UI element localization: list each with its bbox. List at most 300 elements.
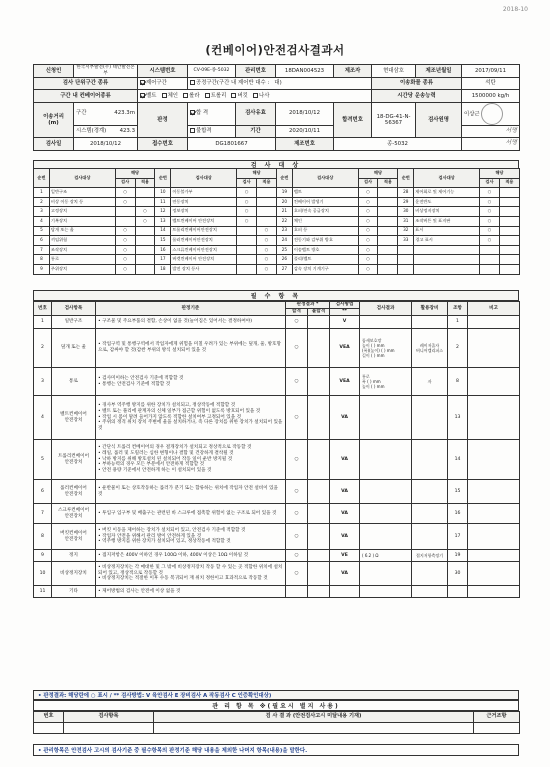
- target-name: [414, 264, 480, 274]
- item-pass[interactable]: ○: [286, 480, 308, 504]
- item-pass[interactable]: ○: [286, 316, 308, 329]
- target-no: 7: [34, 245, 50, 255]
- target-name: 끼임위험: [49, 236, 115, 246]
- item-equip: [412, 562, 448, 586]
- checkbox-chain-icon[interactable]: [162, 93, 167, 98]
- item-detail[interactable]: [360, 562, 412, 586]
- target-check[interactable]: ○: [480, 207, 500, 217]
- target-no: 23: [276, 226, 292, 236]
- checkbox-trolley-icon[interactable]: [205, 93, 210, 98]
- items-col-clause: 조항: [448, 302, 468, 316]
- target-apply[interactable]: [135, 236, 155, 246]
- items-col-fail: 불합격: [308, 309, 330, 316]
- material-value: 석탄: [462, 77, 520, 90]
- inspector-value: 이상근: [464, 111, 480, 117]
- target-apply[interactable]: [257, 207, 277, 217]
- target-no: 21: [276, 207, 292, 217]
- item-detail[interactable]: 통로 폭 ( ) mm 높이 ( ) mm: [360, 368, 412, 396]
- item-equip: 접지저항측정기: [412, 550, 448, 562]
- items-row: [34, 586, 520, 598]
- item-pass[interactable]: ○: [286, 562, 308, 586]
- item-note[interactable]: [468, 504, 520, 524]
- target-apply[interactable]: [378, 236, 398, 246]
- target-apply[interactable]: ○: [257, 255, 277, 265]
- target-check[interactable]: ○: [237, 188, 257, 198]
- target-check[interactable]: [237, 264, 257, 274]
- target-check[interactable]: ○: [358, 264, 378, 274]
- valid-to: 2020/10/11: [276, 125, 334, 138]
- target-apply[interactable]: [257, 197, 277, 207]
- item-no: 2: [34, 329, 52, 368]
- target-check[interactable]: ○: [115, 264, 135, 274]
- target-no: 33: [398, 236, 414, 246]
- conv-opt-trolley: 트롤리: [210, 92, 227, 99]
- applicant-value: 한국서부발전(주) 태안발전본부: [74, 65, 138, 78]
- section-label: 구간: [76, 110, 87, 117]
- item-note[interactable]: [468, 440, 520, 480]
- target-check[interactable]: [480, 245, 500, 255]
- item-no: 3: [34, 368, 52, 396]
- checkbox-roller-icon[interactable]: [183, 93, 188, 98]
- made-date-value: 2017/09/11: [462, 65, 520, 78]
- inspector-stamp-icon: [481, 103, 503, 125]
- target-name: 주위장치: [49, 264, 115, 274]
- target-name: 이송벨트 방호: [292, 245, 358, 255]
- target-check[interactable]: ○: [480, 236, 500, 246]
- mgmt-empty-no[interactable]: [34, 723, 64, 734]
- conveyor-type-label: 구간 내 컨베이어종류: [34, 90, 138, 103]
- target-no: 6: [34, 236, 50, 246]
- item-fail[interactable]: [308, 586, 330, 598]
- serial-stamp: 2018-10: [502, 6, 528, 13]
- target-no: 26: [276, 255, 292, 265]
- item-no: 7: [34, 504, 52, 524]
- item-note[interactable]: [468, 329, 520, 368]
- target-check[interactable]: ○: [480, 226, 500, 236]
- fail-label: 불합격: [196, 128, 212, 135]
- target-apply[interactable]: [135, 226, 155, 236]
- target-apply[interactable]: [378, 255, 398, 265]
- inspector-value-cell: [462, 102, 520, 125]
- item-pass[interactable]: ○: [286, 368, 308, 396]
- item-detail[interactable]: [360, 396, 412, 440]
- target-apply[interactable]: [378, 264, 398, 274]
- targets-col-item: 검사대상: [171, 169, 237, 188]
- item-detail[interactable]: [360, 440, 412, 480]
- targets-col-no: 순번: [155, 169, 171, 188]
- mgmt-empty-item[interactable]: [64, 723, 154, 734]
- page-title: (컨베이어)안전검사결과서: [205, 43, 345, 57]
- target-no: 9: [34, 264, 50, 274]
- item-equip: 레이저줄자 버니어캘리퍼스: [412, 329, 448, 368]
- target-no: 11: [155, 197, 171, 207]
- item-note[interactable]: [468, 586, 520, 598]
- item-detail[interactable]: [360, 586, 412, 598]
- target-check[interactable]: [115, 216, 135, 226]
- item-name: 버킷컨베이어 안전장치: [52, 524, 96, 550]
- item-pass[interactable]: ○: [286, 524, 308, 550]
- targets-col-yes: 검사: [237, 178, 257, 188]
- item-method: VA: [330, 480, 360, 504]
- material-label: 이송화물 종류: [372, 77, 462, 90]
- target-apply[interactable]: [499, 236, 519, 246]
- mfg-no-label: 제조번호: [276, 138, 334, 151]
- target-apply[interactable]: [378, 207, 398, 217]
- target-no: 10: [155, 188, 171, 198]
- target-apply[interactable]: [499, 264, 519, 274]
- item-note[interactable]: [468, 396, 520, 440]
- fail-option[interactable]: [188, 125, 236, 138]
- insp-date-value: 2018/10/12: [74, 138, 138, 151]
- target-no: 22: [276, 216, 292, 226]
- target-check[interactable]: ○: [358, 255, 378, 265]
- target-check[interactable]: ○: [358, 245, 378, 255]
- header-table: [33, 64, 520, 151]
- target-no: 20: [276, 197, 292, 207]
- items-row: [34, 550, 520, 562]
- receipt-no-value: DG1801667: [188, 138, 276, 151]
- target-apply[interactable]: [257, 216, 277, 226]
- target-check[interactable]: ○: [115, 188, 135, 198]
- target-name: 비상 이동 장치 등: [49, 197, 115, 207]
- target-no: 17: [155, 255, 171, 265]
- item-method: VEA: [330, 329, 360, 368]
- item-no: 4: [34, 396, 52, 440]
- item-detail[interactable]: [360, 480, 412, 504]
- target-name: 조작장치: [49, 245, 115, 255]
- item-name: 기타: [52, 586, 96, 598]
- targets-row: [34, 264, 520, 274]
- target-check[interactable]: ○: [237, 197, 257, 207]
- targets-col-item: 검사대상: [49, 169, 115, 188]
- item-method: VA: [330, 524, 360, 550]
- item-criteria: • 운반물이 또는 상호작동하는 롤러가 분기 또는 합류하는 위치에 작업자 안전 설비이 있을 것: [96, 480, 286, 504]
- targets-col-apply: 해당: [237, 169, 277, 179]
- checkbox-belt-icon[interactable]: [140, 93, 145, 98]
- mgmt-col-result: 검 사 결 과 (안전검사고시 미달내용 기재): [154, 712, 474, 723]
- target-apply[interactable]: ○: [135, 216, 155, 226]
- target-check[interactable]: ○: [358, 236, 378, 246]
- maker-label: 제조자: [334, 65, 372, 78]
- item-fail[interactable]: [308, 316, 330, 329]
- target-check[interactable]: ○: [115, 255, 135, 265]
- targets-col-item: 검사대상: [414, 169, 480, 188]
- items-col-method-sub: **: [330, 309, 360, 316]
- targets-col-ok: 적용: [499, 178, 519, 188]
- targets-row: [34, 197, 520, 207]
- items-row: [34, 562, 520, 586]
- item-pass[interactable]: ○: [286, 440, 308, 480]
- item-note[interactable]: [468, 368, 520, 396]
- item-clause: 13: [448, 396, 468, 440]
- item-equip: 자: [412, 368, 448, 396]
- item-pass[interactable]: ○: [286, 396, 308, 440]
- conveyor-type-options: [138, 90, 372, 103]
- item-fail[interactable]: [308, 550, 330, 562]
- items-col-pass: 합격: [286, 309, 308, 316]
- item-no: 9: [34, 550, 52, 562]
- target-apply[interactable]: [378, 245, 398, 255]
- target-apply[interactable]: [499, 226, 519, 236]
- item-pass[interactable]: [286, 586, 308, 598]
- mgmt-col-no: 번호: [34, 712, 64, 723]
- target-no: 4: [34, 216, 50, 226]
- target-apply[interactable]: ○: [135, 207, 155, 217]
- target-name: 벨트: [292, 188, 358, 198]
- items-row: [34, 504, 520, 524]
- item-detail[interactable]: 틈새보호망 높이 ( ) mm (폭)(높이) ( ) mm 길이 ( ) mm: [360, 329, 412, 368]
- item-fail[interactable]: [308, 440, 330, 480]
- targets-row: [34, 226, 520, 236]
- target-apply[interactable]: [135, 255, 155, 265]
- items-col-detail: 검사결과: [360, 302, 412, 316]
- target-check[interactable]: [237, 236, 257, 246]
- target-apply[interactable]: [135, 197, 155, 207]
- target-check[interactable]: ○: [358, 216, 378, 226]
- target-check[interactable]: [480, 264, 500, 274]
- item-clause: 19: [448, 550, 468, 562]
- target-check[interactable]: [480, 255, 500, 265]
- facility-length: [74, 125, 138, 138]
- target-no: 18: [155, 264, 171, 274]
- target-check[interactable]: ○: [358, 188, 378, 198]
- target-check[interactable]: ○: [115, 245, 135, 255]
- item-pass[interactable]: ○: [286, 550, 308, 562]
- targets-row: [34, 188, 520, 198]
- section-length: [74, 102, 138, 125]
- item-fail[interactable]: [308, 504, 330, 524]
- target-name: 이동불가부: [171, 188, 237, 198]
- item-detail[interactable]: [360, 316, 412, 329]
- insp-date-label: 검사일: [34, 138, 74, 151]
- applicant-label: 신청인: [34, 65, 74, 78]
- pass-option[interactable]: [188, 102, 236, 125]
- item-equip: [412, 524, 448, 550]
- conv-opt-belt: 벨트: [146, 92, 157, 99]
- facility-value: 423.3: [119, 128, 135, 135]
- mgmt-col-clause: 근거조항: [474, 712, 520, 723]
- mgmt-no-value: 18DAN004523: [276, 65, 334, 78]
- targets-col-yes: 검사: [480, 178, 500, 188]
- item-fail[interactable]: [308, 524, 330, 550]
- targets-row: [34, 245, 520, 255]
- targets-col-item: 검사대상: [292, 169, 358, 188]
- target-check[interactable]: [115, 207, 135, 217]
- target-apply[interactable]: [499, 207, 519, 217]
- target-apply[interactable]: [499, 255, 519, 265]
- item-pass[interactable]: ○: [286, 504, 308, 524]
- target-no: 31: [398, 216, 414, 226]
- target-check[interactable]: ○: [480, 197, 500, 207]
- target-no: 24: [276, 236, 292, 246]
- items-col-item: 검사항목: [52, 302, 96, 316]
- target-name: 트롤리컨베이어안전장치: [171, 226, 237, 236]
- item-name: 벨트컨베이어 안전장치: [52, 396, 96, 440]
- model-label: 시스템번호: [138, 65, 188, 78]
- item-fail[interactable]: [308, 329, 330, 368]
- checkbox-pass-icon[interactable]: [190, 110, 195, 115]
- checkbox-bucket-icon[interactable]: [231, 93, 236, 98]
- item-fail[interactable]: [308, 396, 330, 440]
- item-name: 일반구조: [52, 316, 96, 329]
- checkbox-screw-icon[interactable]: [253, 93, 258, 98]
- item-equip: [412, 440, 448, 480]
- target-name: 일반구조: [49, 188, 115, 198]
- checkbox-process-icon[interactable]: [190, 80, 195, 85]
- unit-type-option-process-label: 공정구간(구간 내 제어반 대수 :: [196, 80, 270, 87]
- items-col-criteria: 판정기준: [96, 302, 286, 316]
- target-name: 벨트컨베이어 안전장치: [171, 216, 237, 226]
- target-check[interactable]: ○: [480, 216, 500, 226]
- items-row: [34, 316, 520, 329]
- item-note[interactable]: [468, 550, 520, 562]
- targets-row: [34, 207, 520, 217]
- target-check[interactable]: [237, 255, 257, 265]
- target-no: 1: [34, 188, 50, 198]
- insp-type-label: 검사유효: [236, 102, 276, 125]
- target-check[interactable]: ○: [480, 188, 500, 198]
- target-name: 버켓컨베이어 안전장치: [171, 255, 237, 265]
- legend-note: • 판정결과: 해당란에 ○ 표시 / ** 검사방법: V 육안검사 E 장비검사 A 작동검사 C 인증확인대상): [33, 690, 519, 700]
- target-check[interactable]: ○: [115, 197, 135, 207]
- target-apply[interactable]: [378, 188, 398, 198]
- targets-col-no: 순번: [276, 169, 292, 188]
- item-note[interactable]: [468, 524, 520, 550]
- target-no: 32: [398, 226, 414, 236]
- targets-table: [33, 168, 520, 275]
- conv-opt-chain: 체인: [167, 92, 178, 99]
- item-name: 롤러컨베이어 안전장치: [52, 480, 96, 504]
- target-apply[interactable]: [257, 188, 277, 198]
- target-apply[interactable]: [499, 188, 519, 198]
- target-apply[interactable]: [135, 264, 155, 274]
- target-check[interactable]: [237, 226, 257, 236]
- target-apply[interactable]: ○: [257, 226, 277, 236]
- valid-from: 2018/10/12: [276, 102, 334, 125]
- target-name: 풀리/벨트: [292, 255, 358, 265]
- item-detail[interactable]: [360, 524, 412, 550]
- target-check[interactable]: ○: [237, 216, 257, 226]
- target-apply[interactable]: [499, 216, 519, 226]
- unit-type-option-process[interactable]: [188, 77, 372, 90]
- item-criteria: • 투입구 입구부 및 배출구는 관련된 바 스크루에 접촉할 위험이 없는 구조로 되어 있을 것: [96, 504, 286, 524]
- target-name: [414, 245, 480, 255]
- item-no: 10: [34, 562, 52, 586]
- targets-col-ok: 적용: [257, 178, 277, 188]
- unit-type-count: 대): [274, 80, 282, 87]
- capacity-label: 시간당 운송능력: [372, 90, 462, 103]
- item-pass[interactable]: ○: [286, 329, 308, 368]
- item-note[interactable]: [468, 480, 520, 504]
- footnote: • 관리항목은 안전검사 고시의 검사기준 중 필수항목의 판정기준 해당 내용을 제외한 나머지 항목(내용)을 말한다.: [33, 744, 519, 756]
- section-value-wrap: [114, 110, 135, 116]
- unit-type-option-control-label: 제어구간: [146, 80, 167, 87]
- target-name: 발전 장치 등사: [171, 264, 237, 274]
- target-no: 8: [34, 255, 50, 265]
- mgmt-empty-result[interactable]: [154, 723, 474, 734]
- capacity-value: 1500000 kg/h: [462, 90, 520, 103]
- target-check[interactable]: ○: [358, 226, 378, 236]
- target-apply[interactable]: ○: [257, 236, 277, 246]
- target-no: [398, 245, 414, 255]
- mgmt-empty-clause[interactable]: [474, 723, 520, 734]
- items-col-method: 검사방법: [330, 302, 360, 309]
- checkbox-fail-icon[interactable]: [190, 128, 195, 133]
- target-check[interactable]: ○: [358, 207, 378, 217]
- item-note[interactable]: [468, 562, 520, 586]
- item-note[interactable]: [468, 316, 520, 329]
- item-clause: [448, 586, 468, 598]
- item-name: 통로: [52, 368, 96, 396]
- item-criteria: • 비상정지장치는 각 매대한 및 그 밖에 비상정지장치 작동 할 수 있는 곳 적합한 위치에 설치되어 있고, 정상적으로 작동할 것 • 비상정지장치는 적절한 이후 수동 복귀되어 재 위치 정한이고 효과적으로 작동할 것: [96, 562, 286, 586]
- item-fail[interactable]: [308, 480, 330, 504]
- items-row: [34, 524, 520, 550]
- target-check[interactable]: [237, 245, 257, 255]
- pass-label: 합 격: [196, 110, 209, 117]
- targets-col-no: 순번: [398, 169, 414, 188]
- item-method: VE: [330, 550, 360, 562]
- item-clause: 16: [448, 504, 468, 524]
- inspector-sign: 서명: [462, 125, 520, 138]
- target-apply[interactable]: [135, 245, 155, 255]
- target-apply[interactable]: [499, 245, 519, 255]
- target-apply[interactable]: [499, 197, 519, 207]
- target-apply[interactable]: [135, 188, 155, 198]
- target-apply[interactable]: [378, 216, 398, 226]
- target-apply[interactable]: ○: [257, 264, 277, 274]
- item-name: 덮개 또는 울: [52, 329, 96, 368]
- target-no: [398, 264, 414, 274]
- unit-type-option-control[interactable]: [138, 77, 188, 90]
- mgmt-no-label: 관리번호: [236, 65, 276, 78]
- length-label: [34, 102, 74, 138]
- facility-label: 시스템(경계): [76, 128, 107, 135]
- inspector-label: 검사원명: [416, 102, 462, 138]
- item-clause: 30: [448, 562, 468, 586]
- target-check[interactable]: ○: [115, 226, 135, 236]
- target-apply[interactable]: [378, 226, 398, 236]
- target-no: 28: [398, 188, 414, 198]
- item-detail[interactable]: [360, 504, 412, 524]
- target-no: 27: [276, 264, 292, 274]
- target-apply[interactable]: ○: [257, 245, 277, 255]
- target-check[interactable]: ○: [115, 236, 135, 246]
- target-no: 12: [155, 207, 171, 217]
- mgmt-table: [33, 711, 520, 734]
- target-no: 14: [155, 226, 171, 236]
- target-name: 감속 장치 기계기구: [292, 264, 358, 274]
- item-criteria: • 간단식 트롤리 컨베이어의 경우 걸개장치가 설치되고 정상적으로 작동할 것 • 레일, 롤러 및 도릴러는 심한 변형이나 결함 및 건강하게 결착될 것 • 낙하 방지를 위해 방호설치 된 설치되어 작동 일이 운반 방지될 것 • 부하능력의 경우 모든 부분에서 안전하게 적합할 것 • 안전 용량 기준에서 안전하게 하는 이 설치되어 있을 것: [96, 440, 286, 480]
- judge-label: 판정: [138, 102, 188, 138]
- item-method: VA: [330, 562, 360, 586]
- target-check[interactable]: ○: [237, 207, 257, 217]
- item-equip: [412, 586, 448, 598]
- item-fail[interactable]: [308, 368, 330, 396]
- targets-col-yes: 검사: [358, 178, 378, 188]
- target-apply[interactable]: [378, 197, 398, 207]
- item-criteria: • 접지저항은 400V 이하인 경우 100Ω 이하, 400V 이상은 10Ω 이하일 것: [96, 550, 286, 562]
- target-name: 전동기와 감부위 방호: [292, 236, 358, 246]
- item-fail[interactable]: [308, 562, 330, 586]
- target-name: 고정장치: [49, 207, 115, 217]
- model-value: CV-09E-종-5032: [188, 65, 236, 78]
- conv-opt-roller: 롤라: [189, 92, 200, 99]
- checkbox-control-icon[interactable]: [140, 80, 145, 85]
- conv-opt-screw: 나사: [259, 92, 270, 99]
- target-name: 호퍼 등: [292, 226, 358, 236]
- target-check[interactable]: ○: [358, 197, 378, 207]
- item-detail[interactable]: ( 6.2 ) Ω: [360, 550, 412, 562]
